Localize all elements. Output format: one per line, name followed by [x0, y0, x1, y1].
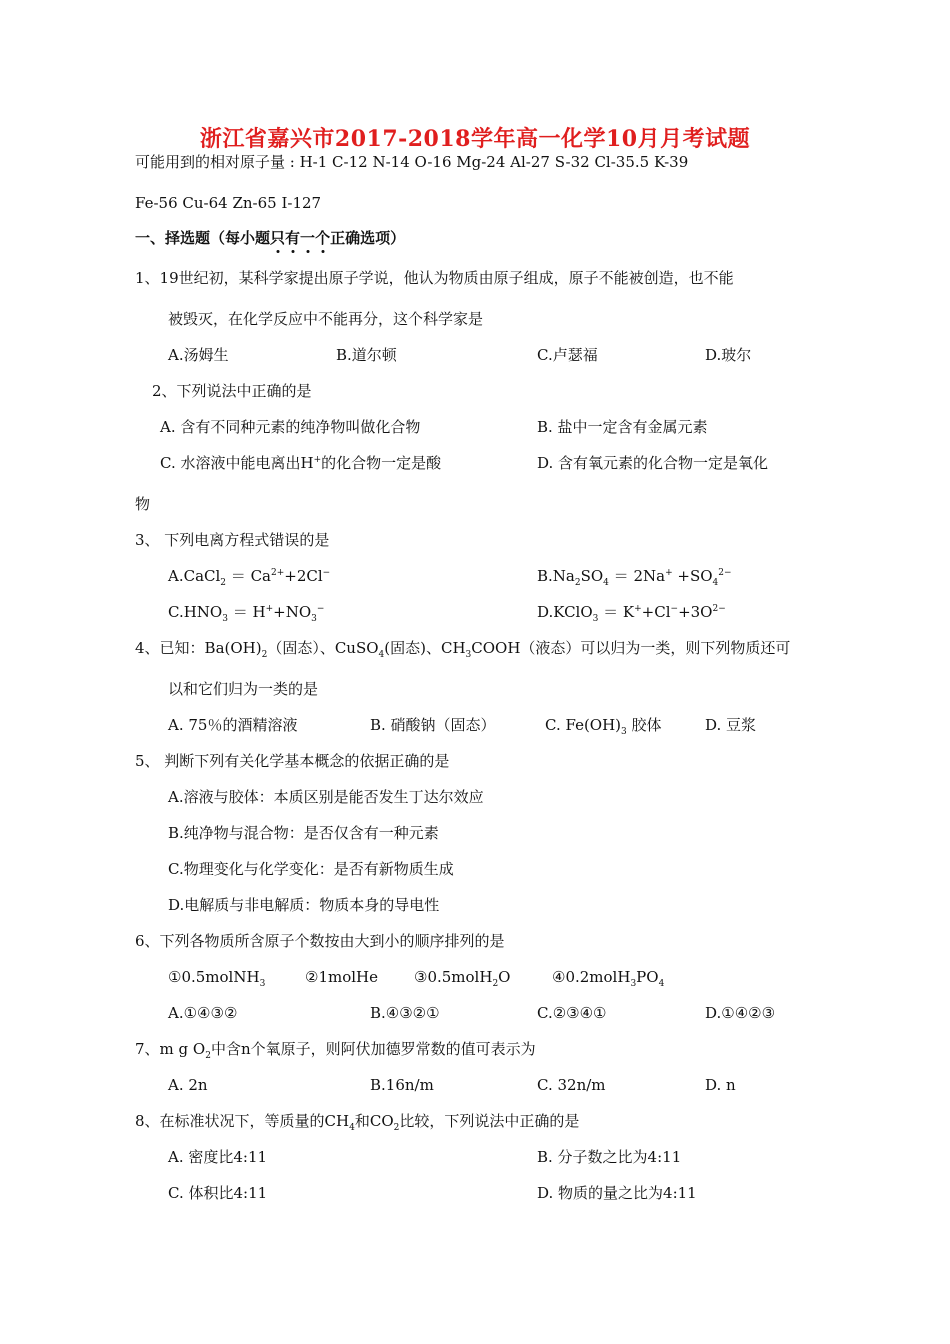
text: 比较，下列说法中正确的是	[399, 1112, 580, 1130]
question-1-option-c: C.卢瑟福	[537, 346, 598, 364]
text: (固态)、CH	[384, 639, 466, 657]
question-1-stem: 1、19世纪初，某科学家提出原子学说，他认为物质由原子组成，原子不能被创造，也不能	[135, 269, 734, 287]
section-heading	[135, 228, 405, 248]
superscript: −	[670, 604, 679, 614]
page-title: 浙江省嘉兴市2017-2018学年高一化学10月月考试题	[199, 126, 751, 152]
question-5-stem: 5、 判断下列有关化学基本概念的依据正确的是	[135, 752, 450, 770]
subscript: 3	[592, 614, 599, 624]
text: C. Fe(OH)	[545, 716, 622, 734]
question-7-option-a: A. 2n	[168, 1076, 208, 1094]
atomic-mass-line-1: 可能用到的相对原子量 : H-1 C-12 N-14 O-16 Mg-24 Al-27 S-32 Cl-35.5 K-39	[135, 153, 689, 171]
question-6-option-c: C.②③④①	[537, 1004, 607, 1022]
subscript: 2	[205, 1051, 211, 1061]
text: +3O	[678, 603, 713, 621]
question-8-option-d: D. 物质的量之比为4:11	[537, 1184, 697, 1202]
text: C.HNO	[168, 603, 223, 621]
text: +Cl	[641, 603, 671, 621]
text: （固态）、CuSO	[267, 639, 379, 657]
subscript: 2	[574, 578, 581, 588]
subscript: 4	[603, 578, 609, 588]
text: A.CaCl	[168, 567, 221, 585]
subscript: 3	[465, 650, 472, 660]
subscript: 2	[220, 578, 227, 588]
text: 中含n个氧原子，则阿伏加德罗常数的值可表示为	[210, 1040, 536, 1058]
question-4-option-a: A. 75％的酒精溶液	[168, 716, 298, 734]
superscript: 2−	[718, 568, 732, 578]
subscript: 3	[259, 979, 266, 989]
subscript: 3	[630, 979, 637, 989]
question-8-stem	[135, 1111, 579, 1131]
emphasis-char: 有	[285, 229, 301, 247]
text: ＝ K	[598, 603, 635, 621]
question-6-option-b: B.④③②①	[370, 1004, 440, 1022]
emphasis-char: 一	[300, 229, 316, 247]
emphasis-char: 个	[315, 229, 331, 247]
question-2-option-d-wrap: 物	[135, 495, 151, 513]
question-4-stem-cont: 以和它们归为一类的是	[168, 680, 319, 698]
question-1-option-b: B.道尔顿	[336, 346, 397, 364]
subscript: 3	[222, 614, 228, 624]
text: O	[498, 968, 511, 986]
text: +2Cl	[284, 567, 323, 585]
text: +SO	[672, 567, 713, 585]
text: ＝ Ca	[226, 567, 271, 585]
question-3-option-d	[537, 602, 726, 622]
question-4-option-c	[545, 715, 662, 735]
question-3-option-a	[168, 566, 330, 586]
question-6-item-4	[552, 967, 664, 987]
text: ③0.5molH	[414, 968, 493, 986]
subscript: 2	[492, 979, 499, 989]
subscript: 2	[393, 1123, 400, 1133]
text: D.KClO	[537, 603, 593, 621]
subscript: 4	[712, 578, 719, 588]
text: SO	[580, 567, 604, 585]
superscript: +	[634, 604, 642, 614]
text: 7、m g O	[135, 1040, 206, 1058]
question-7-option-c: C. 32n/m	[537, 1076, 606, 1094]
text: ①0.5molNH	[168, 968, 260, 986]
atomic-mass-line-2: Fe-56 Cu-64 Zn-65 I-127	[135, 194, 322, 212]
text: PO	[636, 968, 659, 986]
question-5-option-b: B.纯净物与混合物：是否仅含有一种元素	[168, 824, 439, 842]
emphasis-char: 只	[270, 229, 286, 247]
question-7-stem	[135, 1039, 536, 1059]
question-6-option-a: A.①④③②	[168, 1004, 238, 1022]
question-5-option-d: D.电解质与非电解质：物质本身的导电性	[168, 896, 440, 914]
text: COOH（液态）可以归为一类，则下列物质还可	[471, 639, 791, 657]
question-1-stem-cont: 被毁灭，在化学反应中不能再分，这个科学家是	[168, 310, 484, 328]
superscript: 2+	[271, 568, 285, 578]
section-heading-suffix: 正确选项）	[330, 229, 406, 247]
question-2-option-d: D. 含有氧元素的化合物一定是氧化	[537, 454, 769, 472]
superscript: 2−	[712, 604, 726, 614]
subscript: 4	[658, 979, 665, 989]
text: ④0.2molH	[552, 968, 631, 986]
question-5-option-a: A.溶液与胶体：本质区别是能否发生丁达尔效应	[168, 788, 484, 806]
question-6-option-d: D.①④②③	[705, 1004, 776, 1022]
section-heading-prefix: 一、择选题（每小题	[135, 229, 271, 247]
subscript: 4	[349, 1123, 355, 1133]
subscript: 2	[261, 650, 268, 660]
subscript: 3	[311, 614, 317, 624]
question-4-option-d: D. 豆浆	[705, 716, 757, 734]
question-3-option-b	[537, 566, 732, 586]
question-8-option-b: B. 分子数之比为4:11	[537, 1148, 682, 1166]
question-3-option-c	[168, 602, 324, 622]
superscript: −	[316, 604, 325, 614]
superscript: +	[665, 568, 673, 578]
text: B.Na	[537, 567, 575, 585]
question-6-item-3	[414, 967, 510, 987]
text: 和CO	[354, 1112, 394, 1130]
question-6-stem: 6、下列各物质所含原子个数按由大到小的顺序排列的是	[135, 932, 505, 950]
text: 胶体	[626, 716, 662, 734]
question-1-option-a: A.汤姆生	[168, 346, 229, 364]
text: C. 水溶液中能电离出H	[160, 454, 314, 472]
text: 的化合物一定是酸	[321, 454, 442, 472]
text: 4、已知：Ba(OH)	[135, 639, 262, 657]
question-8-option-c: C. 体积比4:11	[168, 1184, 268, 1202]
question-2-option-b: B. 盐中一定含有金属元素	[537, 418, 708, 436]
text: ②1molHe	[305, 968, 379, 986]
superscript: −	[322, 568, 331, 578]
subscript: 4	[378, 650, 385, 660]
question-5-option-c: C.物理变化与化学变化：是否有新物质生成	[168, 860, 454, 878]
question-7-option-d: D. n	[705, 1076, 736, 1094]
question-7-option-b: B.16n/m	[370, 1076, 434, 1094]
text: 8、在标准状况下，等质量的CH	[135, 1112, 350, 1130]
question-1-option-d: D.玻尔	[705, 346, 752, 364]
question-2-option-a: A. 含有不同种元素的纯净物叫做化合物	[160, 418, 421, 436]
question-2-option-c	[160, 453, 441, 473]
text: ＝ H	[227, 603, 266, 621]
question-4-stem	[135, 638, 790, 658]
subscript: 3	[621, 727, 627, 737]
text: ＝ 2Na	[608, 567, 666, 585]
text: +NO	[273, 603, 312, 621]
question-4-option-b: B. 硝酸钠（固态）	[370, 716, 496, 734]
question-3-stem: 3、 下列电离方程式错误的是	[135, 531, 330, 549]
superscript: +	[265, 604, 274, 614]
question-2-stem: 2、下列说法中正确的是	[152, 382, 312, 400]
question-6-item-2	[305, 967, 378, 987]
superscript: +	[313, 455, 322, 465]
question-8-option-a: A. 密度比4:11	[168, 1148, 268, 1166]
question-6-item-1	[168, 967, 265, 987]
